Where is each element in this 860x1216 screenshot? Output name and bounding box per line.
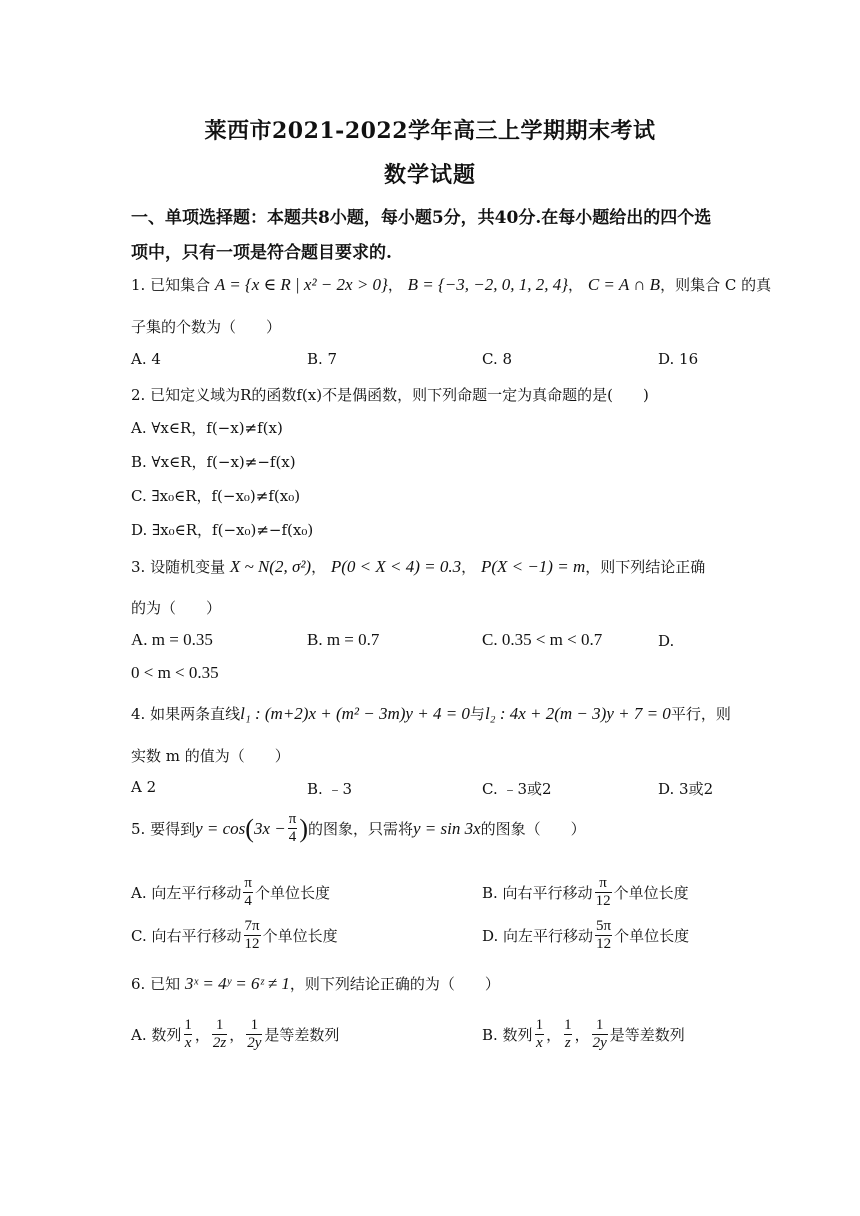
q5-frac-num: π (288, 811, 297, 827)
q6-expr: 3ˣ = 4ʸ = 6ᶻ ≠ 1 (184, 974, 290, 993)
q6-b-t1-num: 1 (535, 1017, 544, 1033)
q3-option-b: B. m = 0.7 (307, 630, 380, 649)
q6-b-t2-num: 1 (564, 1017, 572, 1033)
q2-option-a: A. ∀x∈R，f(−x)≠f(x) (131, 419, 283, 437)
q3-lead: 3. 设随机变量 (131, 558, 226, 576)
section-heading-line2: 项中，只有一项是符合题目要求的. (131, 243, 392, 263)
q1-option-d: D. 16 (658, 350, 699, 368)
q5-c-den: 12 (244, 936, 260, 953)
q6-a-term-1 (183, 1017, 193, 1053)
q5-a-num: π (244, 875, 252, 891)
q5-expr-sin: y = sin 3x (413, 818, 481, 838)
q4-line-2: l₂ : 4x + 2(m − 3)y + 7 = 0 (484, 704, 671, 723)
question-3-stem: 3. 设随机变量 X ~ N(2, σ²)， P(0 < X < 4) = 0.3， P(X < −1) = m，则下列结论正确 (131, 557, 706, 576)
q5-paren-left: ( (245, 813, 254, 843)
q2-option-d: D. ∃x₀∈R，f(−x₀)≠−f(x₀) (131, 521, 314, 539)
q4-lead: 4. 如果两条直线 (131, 705, 241, 723)
exam-subtitle: 数学试题 (383, 162, 476, 188)
q5-option-c (131, 918, 338, 954)
q5-a-unit: 个单位长度 (254, 884, 330, 903)
q5-a-fraction (243, 875, 253, 911)
q5-mid: 的图象，只需将 (307, 820, 413, 839)
q3-distribution: X ~ N(2, σ²) (229, 557, 312, 576)
question-1-stem: 1. 已知集合 A = {x ∈ R | x² − 2x > 0}， B = {−3, −2, 0, 1, 2, 4}， C = A ∩ B，则集合 C 的真 (131, 275, 772, 294)
question-4-stem (131, 703, 731, 724)
question-4-line2: 实数 m 的值为（ ） (131, 747, 290, 765)
q6-a-suffix: 是等差数列 (264, 1026, 340, 1045)
q6-a-t3-den: 2y (247, 1035, 262, 1052)
q2-option-b: B. ∀x∈R，f(−x)≠−f(x) (131, 453, 296, 471)
q5-expr-cos: y = cos (195, 818, 246, 838)
q5-option-a (131, 875, 330, 911)
q6-b-term-2 (563, 1017, 573, 1053)
q3-tail: ，则下列结论正确 (585, 558, 706, 576)
q4-option-a: A 2 (131, 778, 157, 796)
q4-mid: 与 (469, 705, 485, 723)
section-heading-line1: 一、单项选择题：本题共8小题，每小题5分，共40分.在每小题给出的四个选 (131, 208, 712, 228)
q5-c-label: C. 向右平行移动 (131, 927, 242, 946)
q1-option-c: C. 8 (482, 350, 513, 368)
q6-a-term-3 (246, 1017, 262, 1053)
q5-tail: 的图象（ ） (480, 820, 586, 839)
q6-b-t2-den: z (564, 1035, 571, 1052)
q5-option-b (482, 875, 689, 911)
q5-d-fraction (595, 918, 612, 954)
q4-line-1: l₁ : (m+2)x + (m² − 3m)y + 4 = 0 (240, 704, 470, 723)
question-2-stem: 2. 已知定义域为R的函数f(x)不是偶函数，则下列命题一定为真命题的是( ) (131, 386, 649, 404)
question-1-line2: 子集的个数为（ ） (131, 318, 282, 336)
q6-b-t1-den: x (535, 1035, 543, 1052)
q6-option-a: A. 数列 $\frac{1}{x}$ ， $\frac{1}{2z}$ ， $\frac{1}{2y}$ 是等差数列 (131, 1017, 340, 1052)
q3-prob-2: P(X < −1) = m (480, 557, 586, 576)
q5-fraction (288, 811, 298, 847)
q5-c-num: 7π (244, 918, 260, 934)
q5-b-unit: 个单位长度 (613, 884, 689, 903)
q4-option-d: D. 3或2 (658, 780, 714, 798)
q6-a-label: A. 数列 (131, 1026, 182, 1045)
q6-tail: ，则下列结论正确的为（ ） (289, 975, 500, 993)
q5-lead: 5. 要得到 (131, 820, 196, 839)
q5-d-den: 12 (596, 936, 612, 953)
q5-b-label: B. 向右平行移动 (482, 884, 593, 903)
q5-a-den: 4 (244, 893, 252, 910)
q6-a-t1-num: 1 (184, 1017, 192, 1033)
q4-option-b: B. ﹣3 (307, 780, 353, 798)
q3-option-d: D. (658, 632, 675, 650)
q3-prob-1: P(0 < X < 4) = 0.3 (330, 557, 462, 576)
q1-set-c: C = A ∩ B (587, 275, 661, 294)
q5-paren-right: ) (299, 813, 308, 843)
q1-set-b: B = {−3, −2, 0, 1, 2, 4} (407, 275, 569, 294)
q6-option-b: B. 数列 $\frac{1}{x}$ ， $\frac{1}{z}$ ， $\frac{1}{2y}$ 是等差数列 (482, 1017, 685, 1052)
question-6-stem (131, 973, 500, 994)
q6-b-term-3 (592, 1017, 608, 1053)
q1-option-a: A. 4 (131, 350, 161, 368)
question-3-line2: 的为（ ） (131, 599, 222, 617)
q6-a-term-2 (212, 1017, 227, 1053)
q5-b-den: 12 (595, 893, 611, 910)
q5-b-fraction (595, 875, 612, 911)
q1-set-a: A = {x ∈ R | x² − 2x > 0} (214, 275, 388, 294)
q3-option-a: A. m = 0.35 (131, 630, 213, 649)
q4-option-c: C. ﹣3或2 (482, 780, 552, 798)
q4-tail: 平行，则 (670, 705, 731, 723)
q1-tail: ，则集合 C 的真 (660, 276, 772, 294)
q2-option-c: C. ∃x₀∈R，f(−x₀)≠f(x₀) (131, 487, 301, 505)
q1-lead: 1. 已知集合 (131, 276, 211, 294)
q5-b-num: π (599, 875, 607, 891)
q5-c-unit: 个单位长度 (262, 927, 338, 946)
q5-c-fraction (243, 918, 260, 954)
q1-option-b: B. 7 (307, 350, 338, 368)
question-5-stem (131, 811, 586, 847)
q5-a-label: A. 向左平行移动 (131, 884, 242, 903)
q5-frac-den: 4 (288, 829, 297, 846)
q5-d-unit: 个单位长度 (614, 927, 690, 946)
q6-b-term-1 (535, 1017, 545, 1053)
q6-a-t3-num: 1 (250, 1017, 259, 1033)
q6-b-label: B. 数列 (482, 1026, 533, 1045)
q6-b-t3-num: 1 (595, 1017, 604, 1033)
q3-option-d-value: 0 < m < 0.35 (131, 663, 219, 682)
q5-expr-inner: 3x − (253, 818, 286, 838)
q6-lead: 6. 已知 (131, 975, 181, 993)
q6-b-t3-den: 2y (592, 1035, 607, 1052)
q6-b-suffix: 是等差数列 (609, 1026, 685, 1045)
q6-a-t2-den: 2z (212, 1035, 227, 1052)
q3-option-c: C. 0.35 < m < 0.7 (482, 630, 603, 649)
q6-a-t2-num: 1 (215, 1017, 224, 1033)
q5-d-num: 5π (596, 918, 612, 934)
exam-title: 莱西市2021-2022学年高三上学期期末考试 (204, 118, 656, 144)
q6-a-t1-den: x (184, 1035, 192, 1052)
q5-option-d (482, 918, 689, 954)
q5-d-label: D. 向左平行移动 (482, 927, 594, 946)
